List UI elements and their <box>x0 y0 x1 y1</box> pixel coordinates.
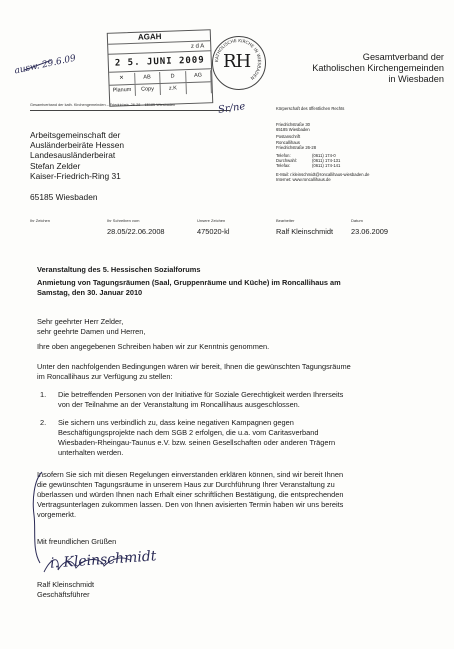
sender-contact: Friedrichstraße 30 65185 Wiesbaden Postanschrift Roncallihaus Friedrichstraße 26-28 Telefon: (0611) 174-0 Durchwahl: (0611) 174-131 Telefax: (0611) 174-141 E-Mail: r.kleinschmidt@roncallihaus-wiesbaden.de Internet: www.roncallihaus.de <box>276 122 370 182</box>
closing: Mit freundlichen Grüßen <box>37 537 117 546</box>
list-item-2: 2. Sie sichern uns verbindlich zu, dass keine negativen Kampagnen gegen Beschäftigungsprojekte nach dem SGB 2 erfolgen, die u.a. vom Caritasverband Wiesbaden-Rheingau-Taunus e.V. bzw. seinen Gesellschaften oder anderen Trägern unterhalten werden. <box>40 418 336 457</box>
recipient-address: Arbeitsgemeinschaft der Ausländerbeiräte Hessen Landesausländerbeirat Stefan Zelder Kaiser-Friedrich-Ring 31 <box>30 130 125 181</box>
handwritten-note: ausw. 29.6.09 <box>13 53 77 77</box>
signer-block: Ralf Kleinschmidt Geschäftsführer <box>37 580 95 599</box>
fax-row: Telefax: (0611) 174-141 <box>276 163 341 169</box>
return-address-rule <box>30 110 230 111</box>
signature: i. Kleinschmidt <box>49 548 157 572</box>
stamp-cell-empty <box>186 82 212 94</box>
sender-org-title: Gesamtverband der Katholischen Kirchengemeinden in Wiesbaden <box>312 52 444 84</box>
stamp-cell-d: D <box>160 71 186 83</box>
phone-row: Telefon: (0611) 174-0 <box>276 153 336 159</box>
recipient-city: 65185 Wiesbaden <box>30 192 98 202</box>
list-item-1: 1. Die betreffenden Personen von der Initiative für Soziale Gerechtigkeit werden Ihrerseits von der Teilnahme an der Veranstaltung im Roncallihaus ausgeschlossen. <box>40 390 344 409</box>
paragraph-3: Insofern Sie sich mit diesen Regelungen einverstanden erklären können, sind wir bereit Ihnen die gewünschten Tagungsräume in unserem Haus zur Durchführung Ihrer Veranstaltung zu überlassen und würden Ihnen nach Erhalt einer schriftlichen Bestätigung, die entsprechenden Vertragsunterlagen zukommen lassen. Den von Ihnen avisierten Termin haben wir uns bereits vorgemerkt. <box>37 470 344 519</box>
stamp-cell-x: ✕ <box>109 73 135 85</box>
handwritten-initials: Sr/ne <box>217 101 246 116</box>
stamp-cell-planum: Planum <box>110 85 136 97</box>
signature-flourish-icon <box>42 552 132 578</box>
paragraph-1: Ihre oben angegebenen Schreiben haben wir zur Kenntnis genommen. <box>37 342 270 351</box>
stamp-date: 2 5. JUNI 2009 <box>114 55 205 69</box>
direct-row: Durchwahl: (0611) 174-131 <box>276 158 341 164</box>
svg-text:KATHOLISCHE KIRCHE IN WIESBADE: KATHOLISCHE KIRCHE IN WIESBADEN <box>214 38 262 81</box>
stamp-cell-ag: AG <box>186 70 212 82</box>
stamp-agah: AGAH <box>137 31 162 42</box>
letter-page: ausw. 29.6.09 AGAH z d A 2 5. JUNI 2009 ✕ AB D AG Planum Copy z.K KATHOLISCHE KIRCHE IN WIESBADEN RH Gesamtverband der Katholischen Kirchengemeinden in Wiesbaden Gesamtverband der kath. Kirchengemeinden – Friedrichstr. 26-28 – 65185 Wiesbaden Sr/ne Körperschaft des öffentlichen Rechts Friedrichstraße 30 65185 Wiesbaden Postanschrift Roncallihaus Friedrichstraße 26-28 Telefon: (0611) 174-0 Durchwahl: (0611) 174-131 Telefax: (0611) 174-141 E-Mail: r.kleinschmidt@roncallihaus-wiesbaden.de Internet: www.roncallihaus.de Arbeitsgemeinschaft der Ausländerbeiräte Hessen Landesausländerbeirat Stefan Zelder Kaiser-Friedrich-Ring 31 65185 Wiesbaden Ihr Zeichen Ihr Schreiben vom Unsere Zeichen Bearbeiter Datum 28.05/22.06.2008 475020-kl Ralf Kleinschmidt 23.06.2009 Veranstaltung des 5. Hessischen Sozialforums Anmietung von Tagungsräumen (Saal, Gruppenräume und Küche) im Roncallihaus am Samstag, den 30. Januar 2010 Sehr geehrter Herr Zelder, sehr geehrte Damen und Herren, Ihre oben angegebenen Schreiben haben wir zur Kenntnis genommen. Unter den nachfolgenden Bedingungen wären wir bereit, Ihnen die gewünschten Tagungsräume im Roncallihaus zur Verfügung zu stellen: 1. Die betreffenden Personen von der Initiative für Soziale Gerechtigkeit werden Ihrerseits von der Teilnahme an der Veranstaltung im Roncallihaus ausgeschlossen. 2. Sie sichern uns verbindlich zu, dass keine negativen Kampagnen gegen Beschäftigungsprojekte nach dem SGB 2 erfolgen, die u.a. vom Caritasverband Wiesbaden-Rheingau-Taunus e.V. bzw. seinen Gesellschaften oder anderen Trägern unterhalten werden. Insofern Sie sich mit diesen Regelungen einverstanden erklären können, sind wir bereit Ihnen die gewünschten Tagungsräume in unserem Haus zur Durchführung Ihrer Veranstaltung zu überlassen und würden Ihnen nach Erhalt einer schriftlichen Bestätigung, die entsprechenden Vertragsunterlagen zukommen lassen. Den von Ihnen avisierten Termin haben wir uns bereits vorgemerkt. Mit freundlichen Grüßen i. Kleinschmidt Ralf Kleinschmidt Geschäftsführer <box>0 0 454 649</box>
salutation: Sehr geehrter Herr Zelder, sehr geehrte Damen und Herren, <box>37 317 146 336</box>
return-address: Gesamtverband der kath. Kirchengemeinden – Friedrichstr. 26-28 – 65185 Wiesbaden <box>30 103 176 107</box>
paragraph-2: Unter den nachfolgenden Bedingungen wären wir bereit, Ihnen die gewünschten Tagungsräume im Roncallihaus zur Verfügung zu stellen: <box>37 362 351 381</box>
stamp-zda: z d A <box>190 43 205 50</box>
margin-bracket-icon <box>20 470 50 565</box>
subject: Veranstaltung des 5. Hessischen Sozialforums Anmietung von Tagungsräumen (Saal, Gruppenräume und Küche) im Roncallihaus am Samstag, den 30. Januar 2010 <box>37 265 341 297</box>
legal-status: Körperschaft des öffentlichen Rechts <box>276 106 345 111</box>
stamp-cell-ab: AB <box>135 72 161 84</box>
stamp-cell-zk: z.K <box>161 83 187 95</box>
internet-link[interactable]: Internet: www.roncallihaus.de <box>276 176 331 182</box>
logo-monogram: RH <box>223 51 251 72</box>
email-link[interactable]: E-Mail: r.kleinschmidt@roncallihaus-wiesbaden.de <box>276 171 370 177</box>
stamp-cell-copy: Copy <box>135 84 161 96</box>
receipt-stamp <box>107 29 214 107</box>
